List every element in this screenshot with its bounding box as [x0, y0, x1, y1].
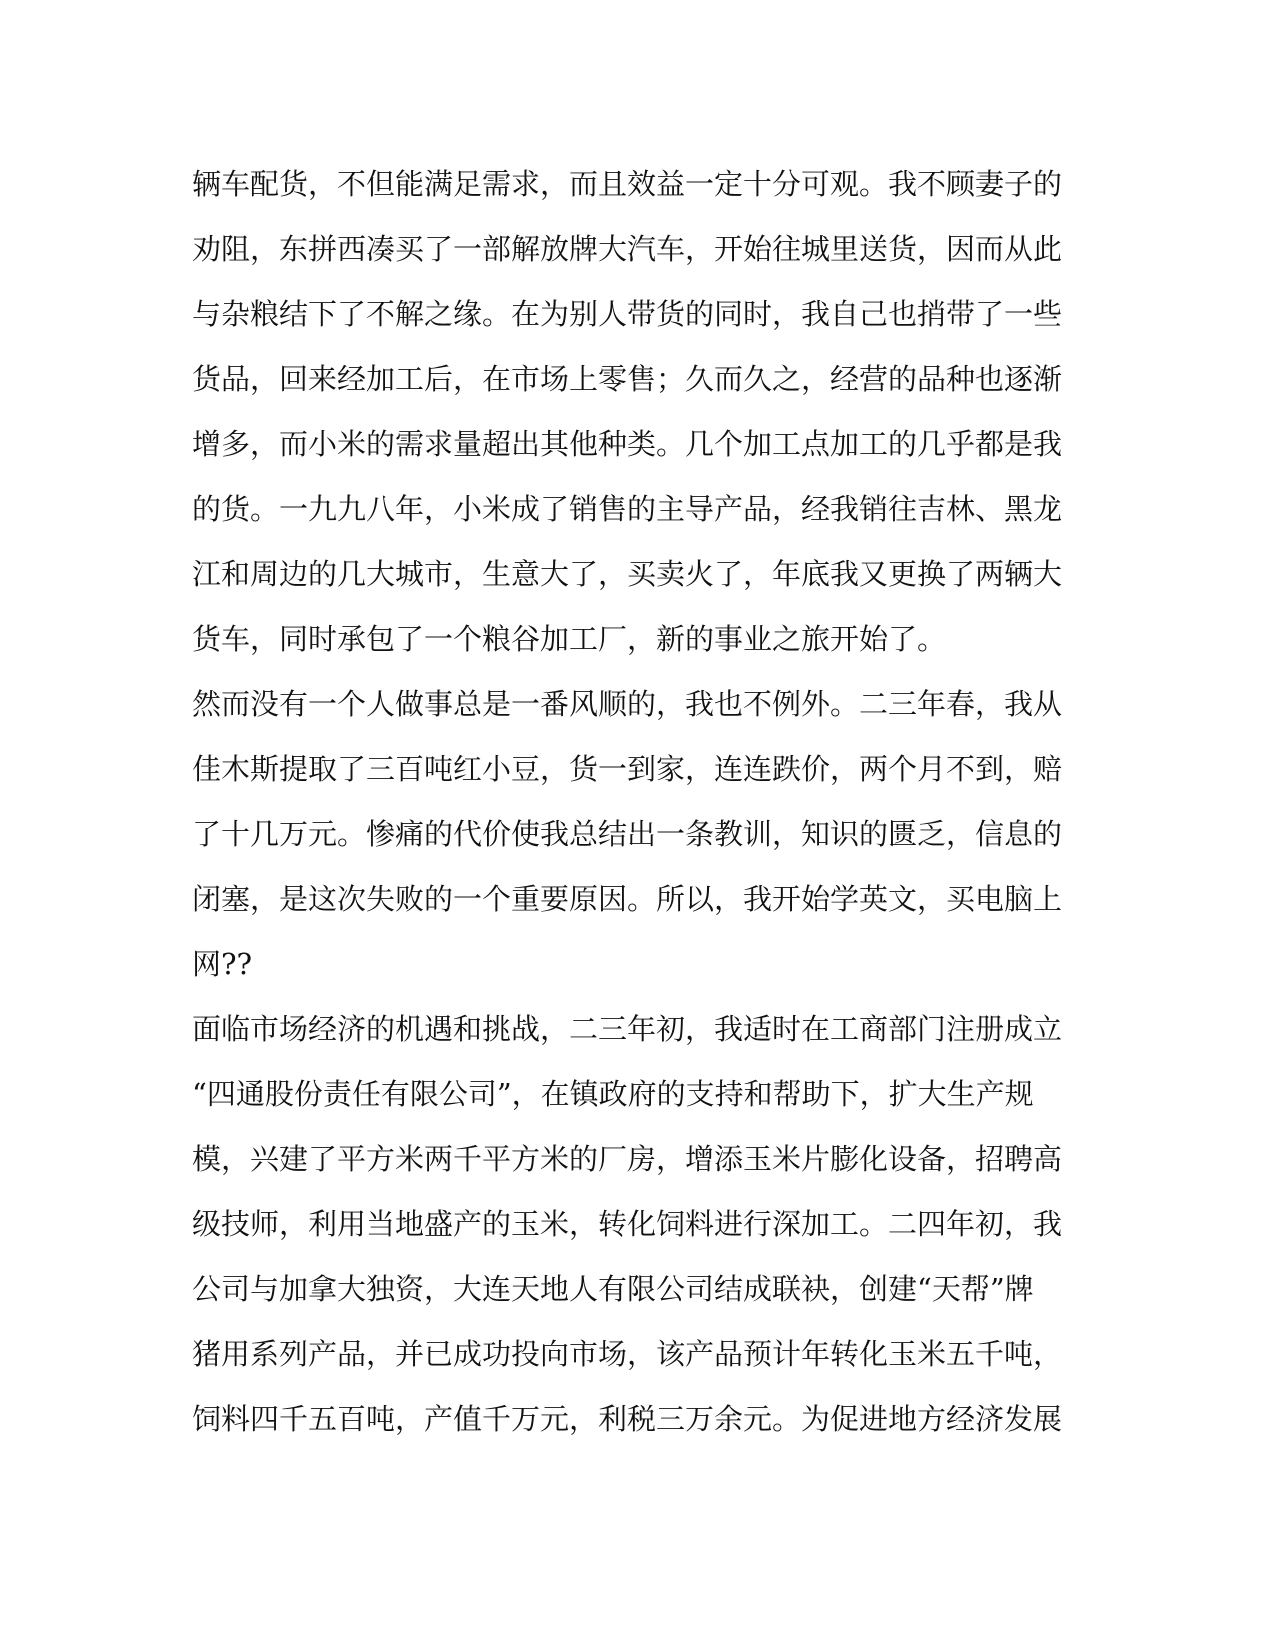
text-line: 的货。一九九八年，小米成了销售的主导产品，经我销往吉林、黑龙	[192, 492, 1063, 526]
text-line: 然而没有一个人做事总是一番风顺的，我也不例外。二三年春，我从	[192, 687, 1063, 721]
text-line: 货品，回来经加工后，在市场上零售；久而久之，经营的品种也逐渐	[192, 362, 1063, 396]
text-line: 货车，同时承包了一个粮谷加工厂，新的事业之旅开始了。	[192, 622, 947, 656]
text-line: 公司与加拿大独资，大连天地人有限公司结成联袂，创建“天帮”牌	[192, 1272, 1034, 1306]
text-line: 辆车配货，不但能满足需求，而且效益一定十分可观。我不顾妻子的	[192, 167, 1063, 201]
text-line: 闭塞，是这次失败的一个重要原因。所以，我开始学英文，买电脑上	[192, 882, 1063, 916]
text-line: 与杂粮结下了不解之缘。在为别人带货的同时，我自己也捎带了一些	[192, 297, 1063, 331]
text-line: 劝阻，东拼西凑买了一部解放牌大汽车，开始往城里送货，因而从此	[192, 232, 1063, 266]
text-line: 了十几万元。惨痛的代价使我总结出一条教训，知识的匮乏，信息的	[192, 817, 1063, 851]
text-line: 网??	[192, 947, 253, 981]
text-line: “四通股份责任有限公司”，在镇政府的支持和帮助下，扩大生产规	[192, 1077, 1034, 1111]
text-line: 级技师，利用当地盛产的玉米，转化饲料进行深加工。二四年初，我	[192, 1207, 1063, 1241]
body-text	[192, 152, 1072, 1452]
text-line: 猪用系列产品，并已成功投向市场，该产品预计年转化玉米五千吨，	[192, 1337, 1063, 1371]
text-line: 模，兴建了平方米两千平方米的厂房，增添玉米片膨化设备，招聘高	[192, 1142, 1063, 1176]
text-line: 饲料四千五百吨，产值千万元，利税三万余元。为促进地方经济发展	[192, 1402, 1063, 1436]
text-line: 佳木斯提取了三百吨红小豆，货一到家，连连跌价，两个月不到，赔	[192, 752, 1063, 786]
text-line: 增多，而小米的需求量超出其他种类。几个加工点加工的几乎都是我	[192, 427, 1063, 461]
text-line: 面临市场经济的机遇和挑战，二三年初，我适时在工商部门注册成立	[192, 1012, 1063, 1046]
text-line: 江和周边的几大城市，生意大了，买卖火了，年底我又更换了两辆大	[192, 557, 1063, 591]
